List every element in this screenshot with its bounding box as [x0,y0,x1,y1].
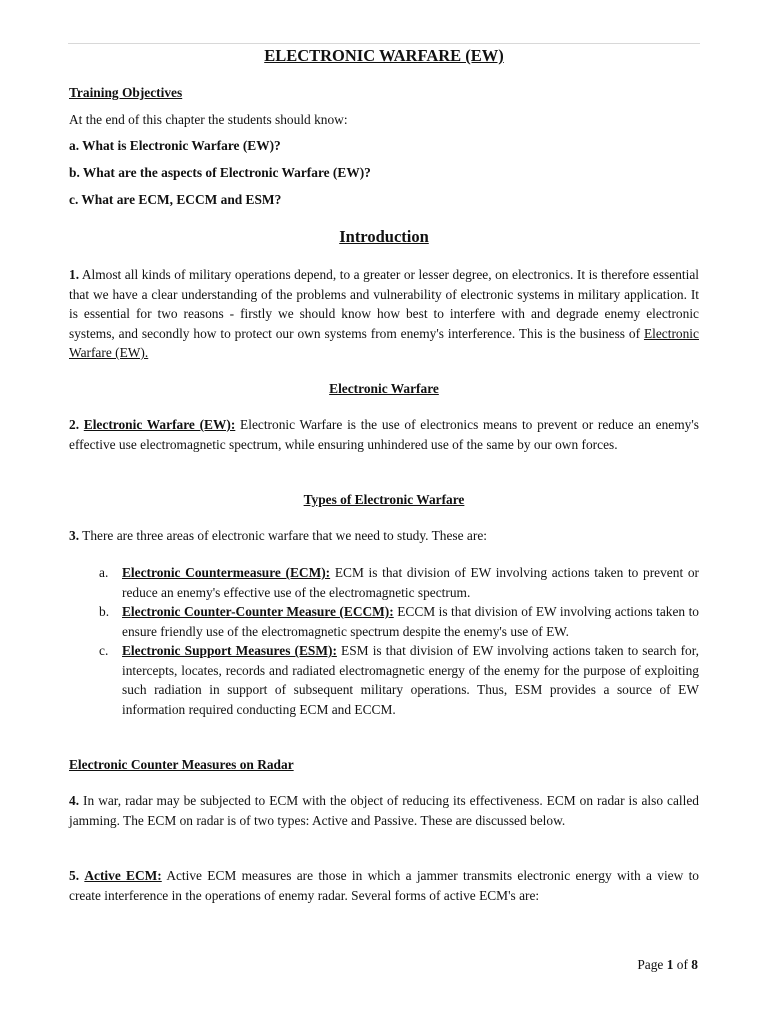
list-term: Electronic Countermeasure (ECM): [122,565,331,580]
list-term: Electronic Counter-Counter Measure (ECCM): [122,604,394,619]
ecm-radar-heading: Electronic Counter Measures on Radar [69,757,294,772]
paragraph-text: In war, radar may be subjected to ECM with the object of reducing its effectiveness. ECM on radar is also called jamming. The ECM on radar is of two types: Active and Passive. These are discussed below. [69,793,699,828]
types-section-heading: Types of Electronic Warfare [303,492,465,507]
list-text: ESM is that division of EW involving actions taken to search for, intercepts, locates, records and radiated electromagnetic energy of the enemy for the purpose of exploiting such radiation in support of subsequent military operations. Thus, ESM provides a source of EW information required conducting ECM and ECCM. [122,643,699,717]
list-item [69,602,699,641]
paragraph-1 [69,265,699,363]
paragraph-text: Almost all kinds of military operations depend, to a greater or lesser degree, on electronics. It is therefore essential that we have a clear understanding of the problems and vulnerability of electronic systems in military application. It is essential for two reasons - firstly we should know how best to interfere with and degrade enemy electronic systems, and secondly how to protect our own systems from enemy's interference. This is the business of [69,267,700,341]
list-text: ECM is that division of EW involving actions taken to prevent or reduce an enemy's effective use of the electromagnetic spectrum. [122,565,699,600]
objective-item-a: a. What is Electronic Warfare (EW)? [69,138,281,153]
paragraph-number: 1. [69,267,80,282]
ew-reference: Electronic Warfare (EW). [69,325,699,360]
list-text: ECCM is that division of EW involving actions taken to ensure friendly use of the electromagnetic spectrum despite the enemy's use of EW. [122,604,699,639]
paragraph-term: Electronic Warfare (EW): [83,417,236,432]
ew-section-heading: Electronic Warfare [329,381,439,396]
list-marker: b. [99,604,110,619]
list-marker: c. [99,643,109,658]
paragraph-number: 4. [69,793,80,808]
total-pages: 8 [691,957,698,972]
document-title: ELECTRONIC WARFARE (EW) [264,46,504,65]
paragraph-text: Active ECM measures are those in which a jammer transmits electronic energy with a view to create interference in the operations of enemy radar. Several forms of active ECM's are: [69,868,699,903]
objectives-intro: At the end of this chapter the students should know: [69,112,348,127]
list-term: Electronic Support Measures (ESM): [122,643,337,658]
paragraph-number: 2. [69,417,80,432]
introduction-heading: Introduction [339,227,429,246]
paragraph-number: 5. [69,868,80,883]
list-item [69,641,699,719]
list-marker: a. [99,565,109,580]
paragraph-3 [69,526,699,546]
paragraph-term: Active ECM: [84,868,162,883]
current-page: 1 [666,957,674,972]
paragraph-4 [69,791,699,830]
paragraph-number: 3. [69,528,80,543]
paragraph-text: There are three areas of electronic warfare that we need to study. These are: [82,528,487,543]
objectives-heading: Training Objectives [69,85,183,100]
of-label: of [676,957,688,972]
objective-item-c: c. What are ECM, ECCM and ESM? [69,192,282,207]
ew-types-list [69,563,699,719]
paragraph-text: Electronic Warfare is the use of electronics means to prevent or reduce an enemy's effective use electromagnetic spectrum, while ensuring unhindered use of the same by our own forces. [69,417,699,452]
paragraph-2 [69,415,699,454]
objective-item-b: b. What are the aspects of Electronic Warfare (EW)? [69,165,371,180]
page-number [637,955,698,975]
header-rule [68,43,700,44]
page-label: Page [637,957,664,972]
list-item [69,563,699,602]
paragraph-5 [69,866,699,905]
